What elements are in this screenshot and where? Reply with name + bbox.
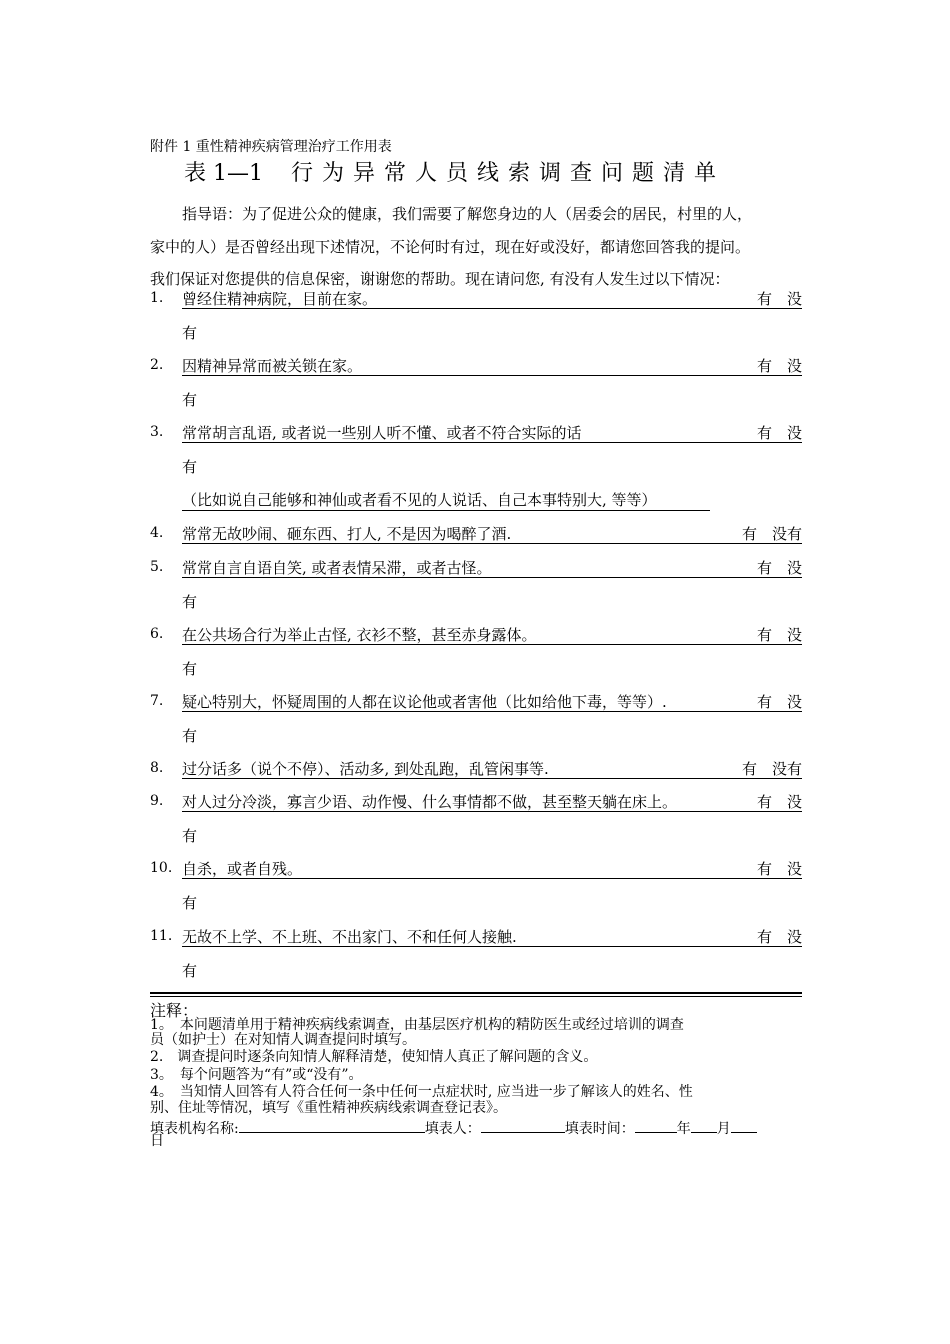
question-text: 曾经住精神病院，目前在家。 xyxy=(182,290,378,308)
answer-options[interactable]: 有 没 xyxy=(756,357,802,375)
question-number: 8. xyxy=(150,760,164,776)
answer-options[interactable]: 有 没 xyxy=(756,928,802,946)
attachment-label: 附件 1 重性精神疾病管理治疗工作用表 xyxy=(150,139,392,155)
notes-separator-thick xyxy=(150,992,802,994)
answer-options[interactable]: 有 没 xyxy=(756,559,802,577)
intro-line-2: 家中的人）是否曾经出现下述情况，不论何时有过，现在好或没好，都请您回答我的提问。 xyxy=(150,238,751,256)
answer-continuation[interactable]: 有 xyxy=(182,894,198,912)
answer-continuation[interactable]: 有 xyxy=(182,458,198,476)
answer-options[interactable]: 有 没 xyxy=(756,860,802,878)
notes-heading: 注释： xyxy=(150,1001,199,1020)
question-text: 在公共场合行为举止古怪, 衣衫不整，甚至赤身露体。 xyxy=(182,626,537,644)
month-label: 月 xyxy=(716,1121,731,1137)
answer-continuation[interactable]: 有 xyxy=(182,827,198,845)
table-number: 表 1—1 xyxy=(184,161,263,186)
note-4a: 4。 当知情人回答有人符合任何一条中任何一点症状时, 应当进一步了解该人的姓名、性 xyxy=(150,1084,693,1100)
answer-options[interactable]: 有 没 xyxy=(756,793,802,811)
filler-label: 填表人： xyxy=(424,1121,481,1137)
question-number: 3. xyxy=(150,424,164,440)
question-text: 常常胡言乱语, 或者说一些别人听不懂、或者不符合实际的话 xyxy=(182,424,582,442)
question-text: 疑心特别大，怀疑周围的人都在议论他或者害他（比如给他下毒，等等）. xyxy=(182,693,667,711)
answer-continuation[interactable]: 有 xyxy=(182,593,198,611)
answer-options[interactable]: 有 没 xyxy=(756,626,802,644)
month-field[interactable] xyxy=(691,1118,717,1133)
filler-field[interactable] xyxy=(481,1118,565,1133)
note-1a: 1。 本问题清单用于精神疾病线索调查，由基层医疗机构的精防医生或经过培训的调查 xyxy=(150,1017,684,1033)
answer-continuation[interactable]: 有 xyxy=(182,660,198,678)
answer-continuation[interactable]: 有 xyxy=(182,727,198,745)
question-example: （比如说自己能够和神仙或者看不见的人说话、自己本事特别大, 等等） xyxy=(182,489,710,511)
note-3: 3。 每个问题答为“有”或“没有”。 xyxy=(150,1067,363,1083)
question-number: 1. xyxy=(150,290,164,306)
question-number: 10. xyxy=(150,860,173,876)
org-field[interactable] xyxy=(239,1118,425,1133)
question-number: 2. xyxy=(150,357,164,373)
question-text: 因精神异常而被关锁在家。 xyxy=(182,357,363,375)
answer-continuation[interactable]: 有 xyxy=(182,391,198,409)
year-field[interactable] xyxy=(635,1118,677,1133)
question-text: 对人过分冷淡，寡言少语、动作慢、什么事情都不做，甚至整天躺在床上。 xyxy=(182,793,678,811)
table-title: 行为异常人员线索调查问题清单 xyxy=(291,161,726,186)
note-1b: 员（如护士）在对知情人调查提问时填写。 xyxy=(150,1032,416,1048)
question-number: 4. xyxy=(150,525,164,541)
question-number: 11. xyxy=(150,928,173,944)
question-text: 自杀，或者自残。 xyxy=(182,860,303,878)
notes-separator-thin xyxy=(150,996,802,997)
question-text: 无故不上学、不上班、不出家门、不和任何人接触. xyxy=(182,928,517,946)
question-number: 7. xyxy=(150,693,164,709)
question-text: 常常无故吵闹、砸东西、打人, 不是因为喝醉了酒. xyxy=(182,525,512,543)
answer-options[interactable]: 有 没有 xyxy=(741,760,802,778)
question-number: 9. xyxy=(150,793,164,809)
year-label: 年 xyxy=(676,1121,691,1137)
question-text: 常常自言自语自笑, 或者表情呆滞，或者古怪。 xyxy=(182,559,492,577)
answer-options[interactable]: 有 没 xyxy=(756,424,802,442)
day-field[interactable] xyxy=(731,1118,757,1133)
answer-continuation[interactable]: 有 xyxy=(182,324,198,342)
note-4b: 别、住址等情况，填写《重性精神疾病线索调查登记表》。 xyxy=(150,1100,507,1116)
question-number: 6. xyxy=(150,626,164,642)
answer-options[interactable]: 有 没有 xyxy=(741,525,802,543)
answer-continuation[interactable]: 有 xyxy=(182,962,198,980)
answer-options[interactable]: 有 没 xyxy=(756,290,802,308)
page-title xyxy=(184,156,725,187)
day-label: 日 xyxy=(150,1133,164,1149)
intro-line-1: 指导语：为了促进公众的健康，我们需要了解您身边的人（居委会的居民，村里的人， xyxy=(182,205,753,223)
footer-fields xyxy=(150,1118,757,1137)
question-number: 5. xyxy=(150,559,164,575)
note-2: 2. 调查提问时逐条向知情人解释清楚，使知情人真正了解问题的含义。 xyxy=(150,1049,598,1065)
org-label: 填表机构名称: xyxy=(150,1121,239,1137)
intro-line-3: 我们保证对您提供的信息保密，谢谢您的帮助。现在请问您, 有没有人发生过以下情况： xyxy=(150,270,730,288)
time-label: 填表时间： xyxy=(564,1121,635,1137)
question-text: 过分话多（说个不停）、活动多, 到处乱跑，乱管闲事等. xyxy=(182,760,549,778)
answer-options[interactable]: 有 没 xyxy=(756,693,802,711)
